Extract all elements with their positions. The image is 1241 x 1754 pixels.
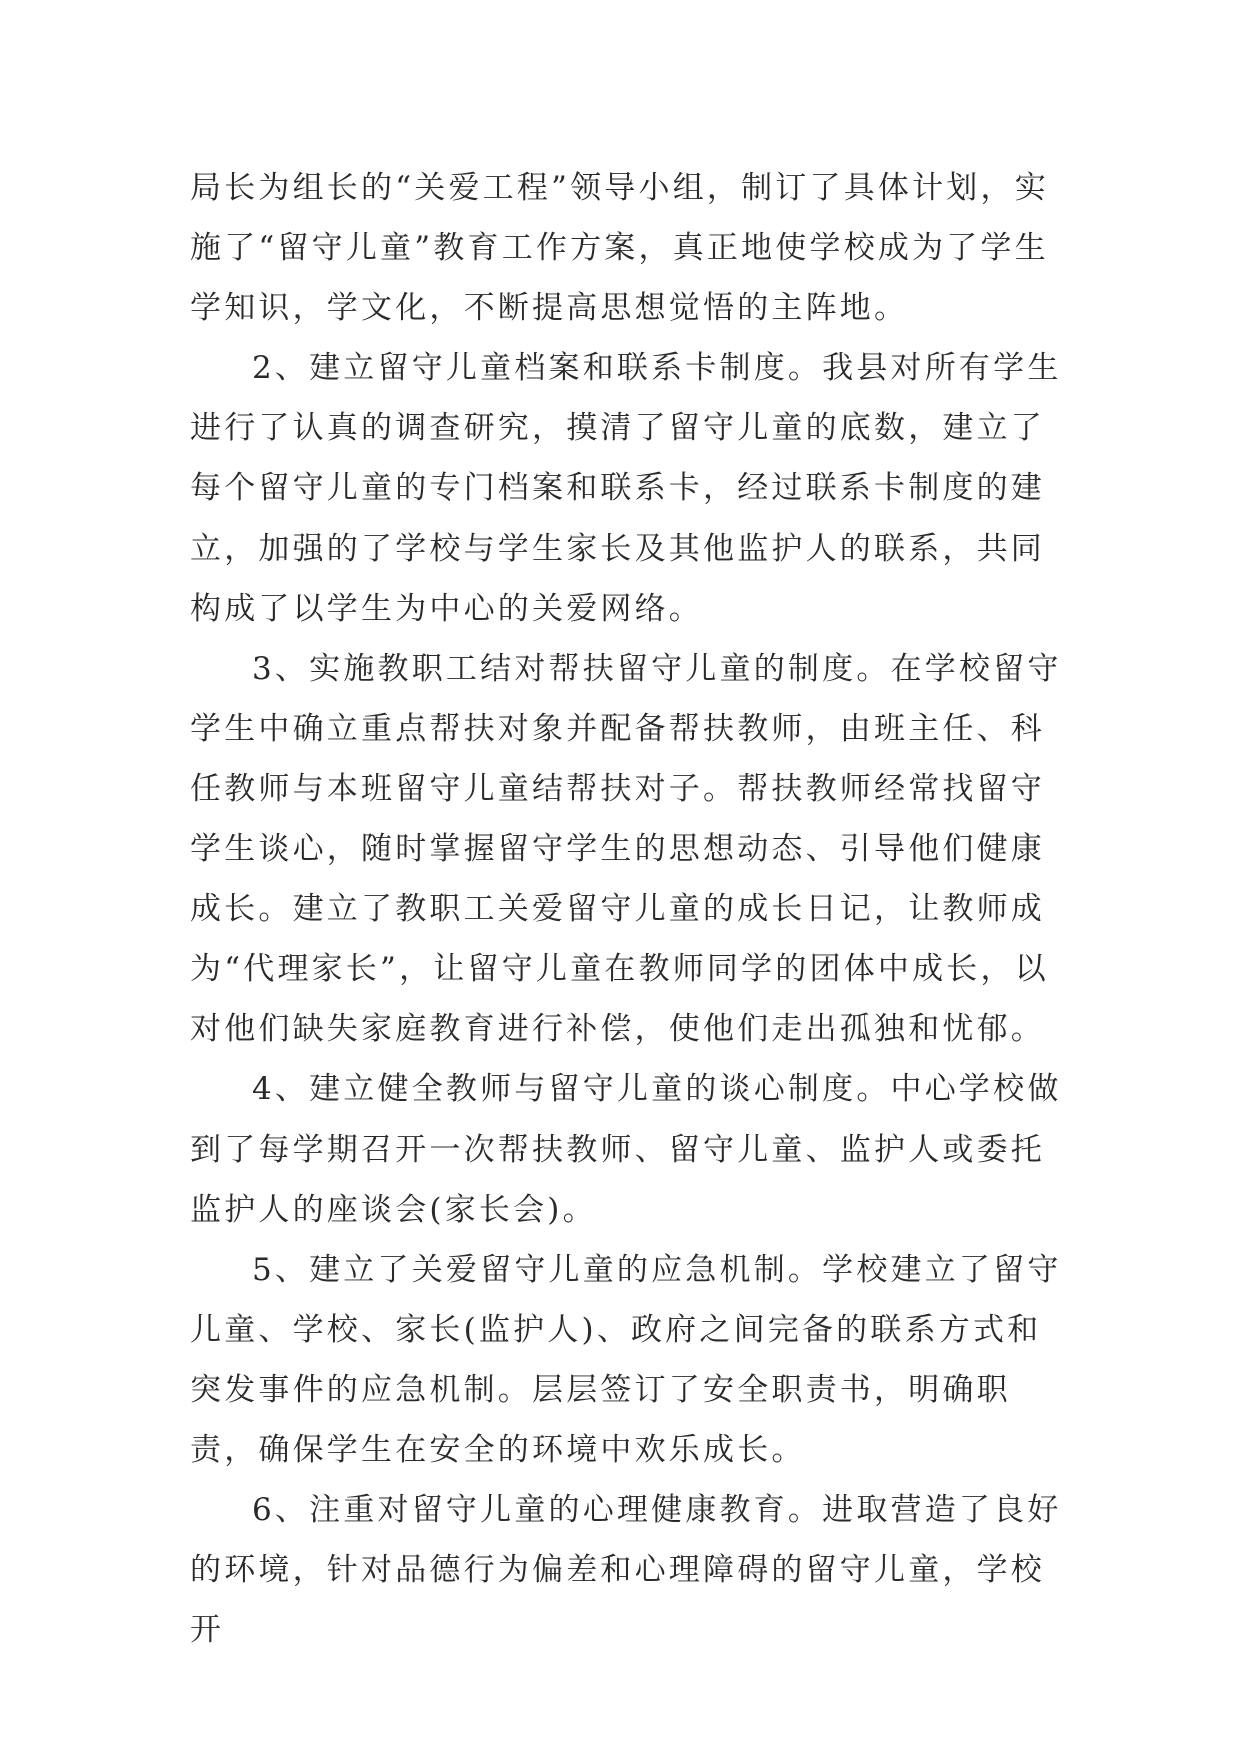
paragraph-item-2: 2、建立留守儿童档案和联系卡制度。我县对所有学生进行了认真的调查研究，摸清了留守儿童的底数，建立了每个留守儿童的专门档案和联系卡，经过联系卡制度的建立，加强的了学校与学生家长及其他监护人的联系，共同构成了以学生为中心的关爱网络。 bbox=[190, 350, 1062, 627]
paragraph-continuation: 局长为组长的“关爱工程”领导小组，制订了具体计划，实施了“留守儿童”教育工作方案，真正地使学校成为了学生学知识，学文化，不断提高思想觉悟的主阵地。 bbox=[190, 170, 1049, 327]
paragraph-item-6: 6、注重对留守儿童的心理健康教育。进取营造了良好的环境，针对品德行为偏差和心理障碍的留守儿童，学校开 bbox=[190, 1492, 1062, 1649]
document-body bbox=[190, 158, 1070, 1660]
paragraph-item-3: 3、实施教职工结对帮扶留守儿童的制度。在学校留守学生中确立重点帮扶对象并配备帮扶教师，由班主任、科任教师与本班留守儿童结帮扶对子。帮扶教师经常找留守学生谈心，随时掌握留守学生的思想动态、引导他们健康成长。建立了教职工关爱留守儿童的成长日记，让教师成为“代理家长”，让留守儿童在教师同学的团体中成长，以对他们缺失家庭教育进行补偿，使他们走出孤独和忧郁。 bbox=[190, 650, 1062, 1048]
paragraph-item-4: 4、建立健全教师与留守儿童的谈心制度。中心学校做到了每学期召开一次帮扶教师、留守儿童、监护人或委托监护人的座谈会(家长会)。 bbox=[190, 1071, 1062, 1228]
paragraph-item-5: 5、建立了关爱留守儿童的应急机制。学校建立了留守儿童、学校、家长(监护人)、政府之间完备的联系方式和突发事件的应急机制。层层签订了安全职责书，明确职责，确保学生在安全的环境中欢乐成长。 bbox=[190, 1251, 1062, 1468]
